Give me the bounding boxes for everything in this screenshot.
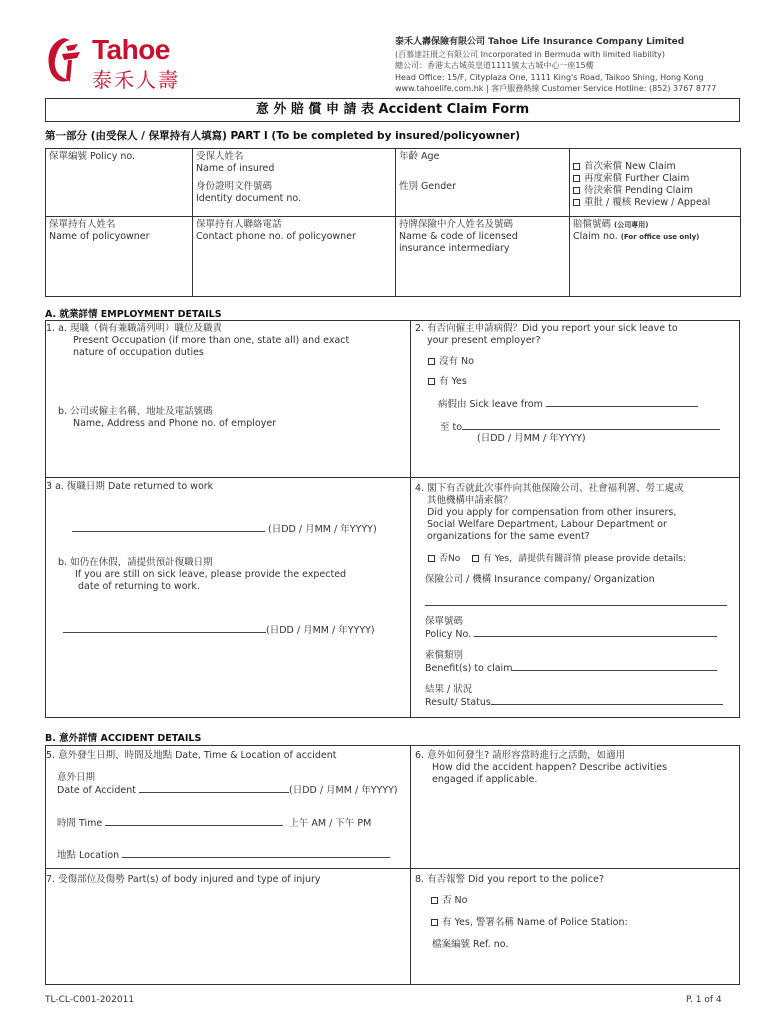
form-title: 意 外 賠 償 申 請 表 Accident Claim Form — [45, 98, 740, 122]
company-incorporated: (百慕達註冊之有限公司 Incorporated in Bermuda with limited liability) — [395, 49, 666, 59]
q2-sick-leave: 2. 有否向僱主申請病假？Did you report your sick leave to your present employer? — [415, 323, 678, 346]
q4-options[interactable]: 否No 有 Yes，請提供有關詳情 please provide details: — [428, 553, 686, 565]
section-a-row-divider — [45, 477, 740, 478]
checkbox-icon[interactable] — [573, 199, 580, 206]
section-a-heading: A. 就業詳情 EMPLOYMENT DETAILS — [45, 309, 222, 320]
q5-date-time-location: 5. 意外發生日期、時間及地點 Date, Time & Location of accident — [46, 750, 337, 761]
q3a-return-date: 3 a. 復職日期 Date returned to work — [46, 481, 214, 492]
accident-date-field[interactable]: 意外日期 Date of Accident (日DD / 月MM / 年YYYY) — [57, 772, 398, 796]
q4-other-claims: 4. 閣下有否就此次事件向其他保險公司、社會福利署、勞工處或 其他機構申請索償？ Did you apply for compensation from other insurers, Social Welfare Department, Labour Department or organizations for the same event? — [415, 483, 684, 542]
checkbox-icon[interactable] — [428, 358, 435, 365]
return-date-field[interactable]: (日DD / 月MM / 年YYYY) — [72, 523, 377, 536]
part1-table — [45, 148, 741, 297]
result-field[interactable]: 結果 / 狀況 Result/ Status — [425, 684, 735, 709]
insured-field[interactable]: 受保人姓名 Name of insured 身份證明文件號碼 Identity document no. — [193, 149, 396, 217]
company-logo — [44, 34, 204, 90]
accident-location-field[interactable]: 地點 Location — [57, 849, 390, 862]
expected-return-field[interactable]: (日DD / 月MM / 年YYYY) — [63, 624, 375, 637]
checkbox-icon[interactable] — [431, 897, 438, 904]
part1-heading: 第一部分 (由受保人 / 保單持有人填寫) PART I (To be completed by insured/policyowner) — [45, 130, 521, 142]
claim-no-field: 賠償號碼 (公司專用) Claim no. (For office use only) — [570, 217, 741, 297]
logo-text-en: Tahoe — [92, 34, 170, 65]
intermediary-field[interactable]: 持牌保險中介人姓名及號碼 Name & code of licensed insurance intermediary — [396, 217, 570, 297]
checkbox-icon[interactable] — [428, 555, 435, 562]
q8-no-option[interactable]: 否 No — [431, 895, 467, 907]
checkbox-icon[interactable] — [573, 175, 580, 182]
q3b-expected-return: b. 如仍在休假，請提供預計復職日期 If you are still on sick leave, please provide the expected date of returning to work. — [58, 557, 347, 592]
q6-how-happened[interactable]: 6. 意外如何發生? 請形容當時進行之活動，如適用 How did the accident happen? Describe activities engaged if applicable. — [415, 750, 668, 785]
policyowner-field[interactable]: 保單持有人姓名 Name of policyowner — [46, 217, 193, 297]
checkbox-icon[interactable] — [573, 187, 580, 194]
q8-police-report: 8. 有否報警 Did you report to the police? — [415, 874, 605, 885]
form-code: TL-CL-C001-202011 — [45, 995, 135, 1005]
insurer-field[interactable] — [425, 597, 727, 610]
section-b-row-divider — [45, 868, 740, 869]
date-format-hint: (日DD / 月MM / 年YYYY) — [477, 433, 586, 444]
q8-yes-option[interactable]: 有 Yes, 警署名稱 Name of Police Station: — [431, 917, 628, 929]
company-name: 泰禾人壽保險有限公司 Tahoe Life Insurance Company Limited — [395, 37, 685, 47]
claim-type-review[interactable]: 重批 / 覆核 Review / Appeal — [573, 197, 737, 209]
claim-type-pending[interactable]: 待決索償 Pending Claim — [573, 185, 737, 197]
section-b-heading: B. 意外詳情 ACCIDENT DETAILS — [45, 733, 202, 744]
section-a-divider — [410, 320, 411, 718]
phone-field[interactable]: 保單持有人聯絡電話 Contact phone no. of policyowner — [193, 217, 396, 297]
logo-mark-icon — [44, 34, 84, 86]
logo-text-zh: 泰禾人壽 — [92, 68, 180, 92]
age-gender-field[interactable]: 年齡 Age 性別 Gender — [396, 149, 570, 217]
q2-no-option[interactable]: 沒有 No — [428, 356, 474, 368]
q1b-employer: b. 公司或僱主名稱、地址及電話號碼 Name, Address and Phone no. of employer — [58, 406, 277, 429]
checkbox-icon[interactable] — [472, 555, 479, 562]
page-number: P. 1 of 4 — [686, 995, 722, 1005]
sick-leave-to-field[interactable]: 至 to — [440, 421, 720, 434]
checkbox-icon[interactable] — [428, 378, 435, 385]
claim-type-options[interactable] — [570, 149, 741, 217]
company-address-zh: 總公司：香港太古城英皇道1111號太古城中心一座15樓 — [395, 61, 594, 70]
q7-injury[interactable]: 7. 受傷部位及傷勢 Part(s) of body injured and type of injury — [46, 874, 321, 885]
checkbox-icon[interactable] — [431, 919, 438, 926]
accident-time-field[interactable]: 時間 Time 上午 AM / 下午 PM — [57, 818, 372, 829]
claim-type-further[interactable]: 再度索償 Further Claim — [573, 173, 737, 185]
checkbox-icon[interactable] — [573, 163, 580, 170]
police-ref-field[interactable]: 檔案編號 Ref. no. — [432, 939, 509, 950]
company-address-en: Head Office: 15/F, Cityplaza One, 1111 King's Road, Taikoo Shing, Hong Kong — [395, 72, 704, 82]
sick-leave-from-field[interactable]: 病假由 Sick leave from — [438, 398, 698, 411]
benefit-field[interactable]: 索償類別 Benefit(s) to claim — [425, 650, 735, 675]
section-b-divider — [410, 745, 411, 985]
insurer-label: 保險公司 / 機構 Insurance company/ Organization — [425, 574, 655, 585]
claim-type-new[interactable]: 首次索償 New Claim — [573, 161, 737, 173]
company-web: www.tahoelife.com.hk | 客戶服務熱線 Customer Service Hotline: (852) 3767 8777 — [395, 84, 717, 93]
company-info — [395, 37, 735, 95]
policy-no-q4-field[interactable]: 保單號碼 Policy No. — [425, 616, 735, 641]
policy-no-field[interactable]: 保單編號 Policy no. — [46, 149, 193, 217]
q2-yes-option[interactable]: 有 Yes — [428, 376, 467, 388]
q1a-occupation: 1. a. 現職（倘有兼職請列明）職位及職責 Present Occupation (if more than one, state all) and exact nature of occupation duties — [46, 323, 350, 358]
